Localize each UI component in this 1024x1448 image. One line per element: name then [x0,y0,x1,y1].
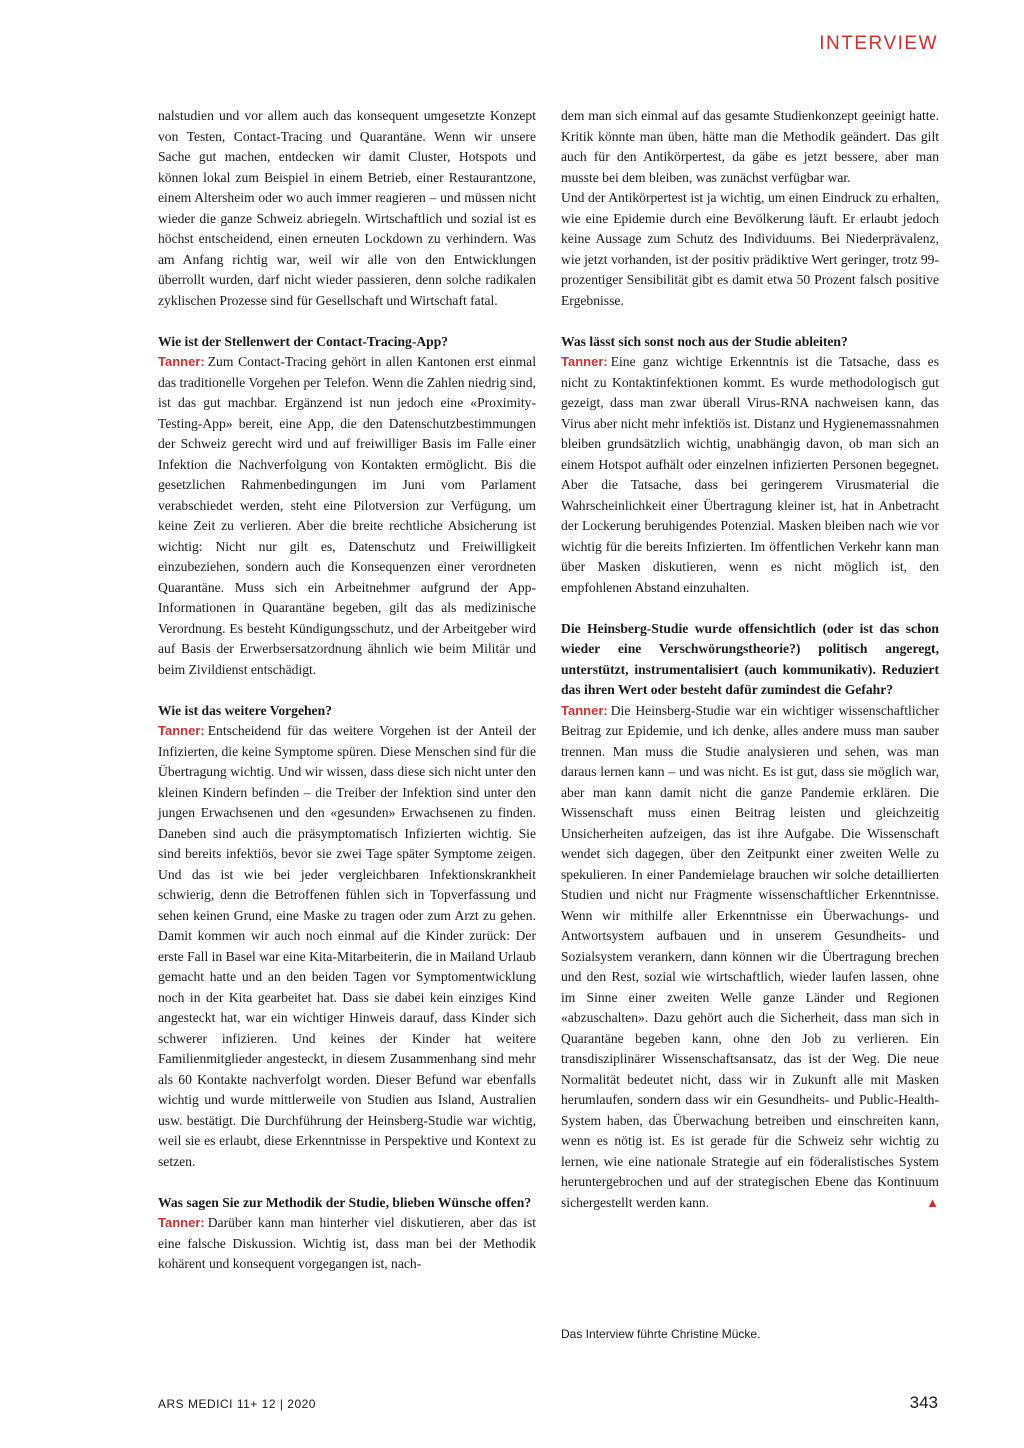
answer-text: Entscheidend für das weitere Vorgehen ist der Anteil der Infizierten, die keine Symptome spüren. Diese Menschen sind für die Übertragung wichtig. Und wir wissen, dass diese sich nicht unter den kleinen Kindern befinden – die Treiber der Infektion sind unter den jungen Erwachsenen und den «gesunden» Erwachsenen zu finden. Daneben sind auch die präsymptomatisch Infizierten wichtig. Sie sind bereits infektiös, bevor sie zwei Tage später Symptome zeigen. Und das ist wie bei jeder vergleichbaren Infektionskrankheit schwierig, denn die Betroffenen fühlen sich in Topverfassung und sehen keinen Grund, eine Maske zu tragen oder zum Arzt zu gehen. Damit kommen wir auch noch einmal auf die Kinder zurück: Der erste Fall in Basel war eine Kita-Mitarbeiterin, die in Mailand Urlaub gemacht hatte und an den beiden Tagen vor Symptomentwicklung noch in der Kita gearbeitet hat. Dass sie dabei kein einziges Kind angesteckt hat, war ein wichtiger Hinweis darauf, dass Kinder sich schwerer infizieren. Und keines der Kinder hat weitere Familienmitglieder angesteckt, in diesem Zusammenhang sind mehr als 60 Kontakte nachverfolgt worden. Dieser Befund war ebenfalls wichtig und wurde mittlerweile von Studien aus Island, Australien usw. bestätigt. Die Durchführung der Heinsberg-Studie war wichtig, weil sie es erlaubt, diese Erkenntnisse in Perspektive und Kontext zu setzen. [158,723,536,1169]
answer-text: Eine ganz wichtige Erkenntnis ist die Tatsache, dass es nicht zu Kontaktinfektionen kommt. Es wurde methodologisch gut gezeigt, dass man zwar überall Virus-RNA nachweisen kann, das Virus aber nicht mehr infektiös ist. Distanz und Hygienemassnahmen bleiben grundsätzlich wichtig, unabhängig davon, ob man sich an einem Hotspot aufhält oder einzelnen infizierten Personen begegnet. Aber die Tatsache, dass bei geringerem Virusmaterial die Wahrscheinlichkeit einer Übertragung kleiner ist, hat in Anbetracht der Lockerung beruhigendes Potenzial. Masken bleiben nach wie vor wichtig für die bereits Infizierten. Im öffentlichen Verkehr kann man über Masken diskutieren, wenn es nicht möglich ist, den empfohlenen Abstand einzuhalten. [561,354,939,595]
answer-text: Zum Contact-Tracing gehört in allen Kantonen erst einmal das traditionelle Vorgehen per Telefon. Wenn die Zahlen niedrig sind, ist das gut machbar. Ergänzend ist nun jedoch eine «Proximity-Testing-App» bereit, eine App, die den Datenschutzbestimmungen der Schweiz gerecht wird und auf freiwilliger Basis im Falle einer Infektion die Nachverfolgung von Kontakten ermöglicht. Bis die gesetzlichen Rahmenbedingungen im Juni vom Parlament verabschiedet werden, steht eine Pilotversion zur Verfügung, um keine Zeit zu verlieren. Aber die breite rechtliche Absicherung ist wichtig: Nicht nur gilt es, Datenschutz und Freiwilligkeit einzubeziehen, sondern auch die Konsequenzen einer verordneten Quarantäne. Muss sich ein Arbeitnehmer aufgrund der App-Informationen in Quarantäne begeben, gilt das als medizinische Verordnung. Es besteht Kündigungsschutz, und der Arbeitgeber wird auf Basis der Erwerbsersatzordnung ähnlich wie beim Militär und beim Zivildienst entschädigt. [158,354,536,677]
answer-paragraph [561,352,939,598]
speaker-label: Tanner: [561,702,608,718]
question-heading: Was sagen Sie zur Methodik der Studie, blieben Wünsche offen? [158,1194,532,1210]
paragraph: nalstudien und vor allem auch das konsequent umgesetzte Konzept von Testen, Contact-Tracing und Quarantäne. Wenn wir unsere Sache gut machen, entdecken wir damit Cluster, Hotspots und können lokal zum Beispiel in einem Betrieb, einer Restaurantzone, einem Altersheim oder wo auch immer reagieren – und müssen nicht wieder die ganze Schweiz abriegeln. Wirtschaftlich und sozial ist es höchst entscheidend, einen erneuten Lockdown zu verhindern. Was am Anfang richtig war, weil wir alle von den Entwicklungen überrollt wurden, darf nicht wieder passieren, denn solche radikalen zyklischen Prozesse sind für Gesellschaft und Wirtschaft fatal. [158,108,536,308]
journal-footer: ARS MEDICI 11+ 12 | 2020 [158,1397,316,1411]
page-number: 343 [909,1393,938,1412]
left-column [158,106,536,1275]
answer-paragraph [561,701,939,1214]
right-column [561,106,939,1213]
answer-text: Die Heinsberg-Studie war ein wichtiger wissenschaftlicher Beitrag zur Epidemie, und ich denke, alles andere muss man sauber trennen. Man muss die Studie analysieren und sehen, was man daraus lernen kann – und was nicht. Es ist gut, dass sie möglich war, aber man kann damit nicht die ganze Pandemie erklären. Die Wissenschaft muss einen Beitrag leisten und gleichzeitig Unsicherheiten aufzeigen, das ist ihre Aufgabe. Die Wissenschaft wendet sich dagegen, über den Zeitpunkt einer zweiten Welle zu spekulieren. In einer Pandemielage brauchen wir solche detaillierten Studien und nicht nur Fragmente wissenschaftlicher Erkenntnisse. Wenn wir mithilfe aller Erkenntnisse ein Überwachungs- und Antwortsystem aufbauen und in unserem Gesundheits- und Sozialsystem verankern, dann können wir die Übertragung brechen und den Rest, sozial wie wirtschaftlich, wieder laufen lassen, ohne im Sinne einer zweiten Welle ganze Länder und Regionen «abzuschalten». Dazu gehört auch die Sicherheit, dass man sich in Quarantäne begeben kann, ohne den Job zu verlieren. Ein transdisziplinärer Wissenschaftsansatz, das ist der Weg. Die neue Normalität bedeutet nicht, dass wir in Zukunft alle mit Masken herumlaufen, sondern dass wir ein Gesundheits- und Public-Health-System haben, das Überwachung betreiben und einschreiten kann, wenn es nötig ist. Es ist gerade für die Schweiz sehr wichtig zu lernen, wie eine nationale Strategie auf ein föderalistisches System heruntergebrochen und auf der strategischen Ebene das Kontinuum sichergestellt werden kann. [561,702,939,1210]
question-heading: Was lässt sich sonst noch aus der Studie ableiten? [561,333,848,349]
speaker-label: Tanner: [158,354,205,369]
paragraph: dem man sich einmal auf das gesamte Studienkonzept geeinigt hatte. Kritik könnte man üben, hätte man die Methodik geändert. Das gilt auch für den Antikörpertest, da gäbe es jetzt bessere, aber man musste bei dem bleiben, was zunächst verfügbar war. [561,108,939,185]
answer-paragraph [158,352,536,680]
speaker-label: Tanner: [158,723,205,738]
paragraph: Und der Antikörpertest ist ja wichtig, um einen Eindruck zu erhalten, wie eine Epidemie durch eine Bevölkerung läuft. Er erlaubt jedoch keine Aussage zum Schutz des Individuums. Bei Niederprävalenz, wie jetzt vorhanden, ist der positiv prädiktive Wert geringer, trotz 99-prozentiger Sensibilität gibt es damit etwa 50 Prozent falsch positive Ergebnisse. [561,190,939,308]
question-heading: Wie ist der Stellenwert der Contact-Tracing-App? [158,333,449,349]
end-triangle-icon: ▲ [926,1194,939,1210]
speaker-label: Tanner: [158,1215,205,1230]
answer-paragraph [158,1213,536,1275]
answer-paragraph [158,721,536,1172]
question-heading: Wie ist das weitere Vorgehen? [158,702,332,718]
answer-text: Darüber kann man hinterher viel diskutieren, aber das ist eine falsche Diskussion. Wichtig ist, dass man bei der Methodik kohärent und konsequent vorgegangen ist, nach- [158,1215,536,1271]
question-heading: Die Heinsberg-Studie wurde offensichtlich (oder ist das schon wieder eine Verschwörungstheorie?) politisch angeregt, unterstützt, instrumentalisiert (auch kommunikativ). Reduziert das ihren Wert oder besteht dafür zumindest die Gefahr? [561,620,939,697]
section-label: INTERVIEW [819,33,938,54]
interview-credit: Das Interview führte Christine Mücke. [561,1327,761,1341]
speaker-label: Tanner: [561,354,608,369]
